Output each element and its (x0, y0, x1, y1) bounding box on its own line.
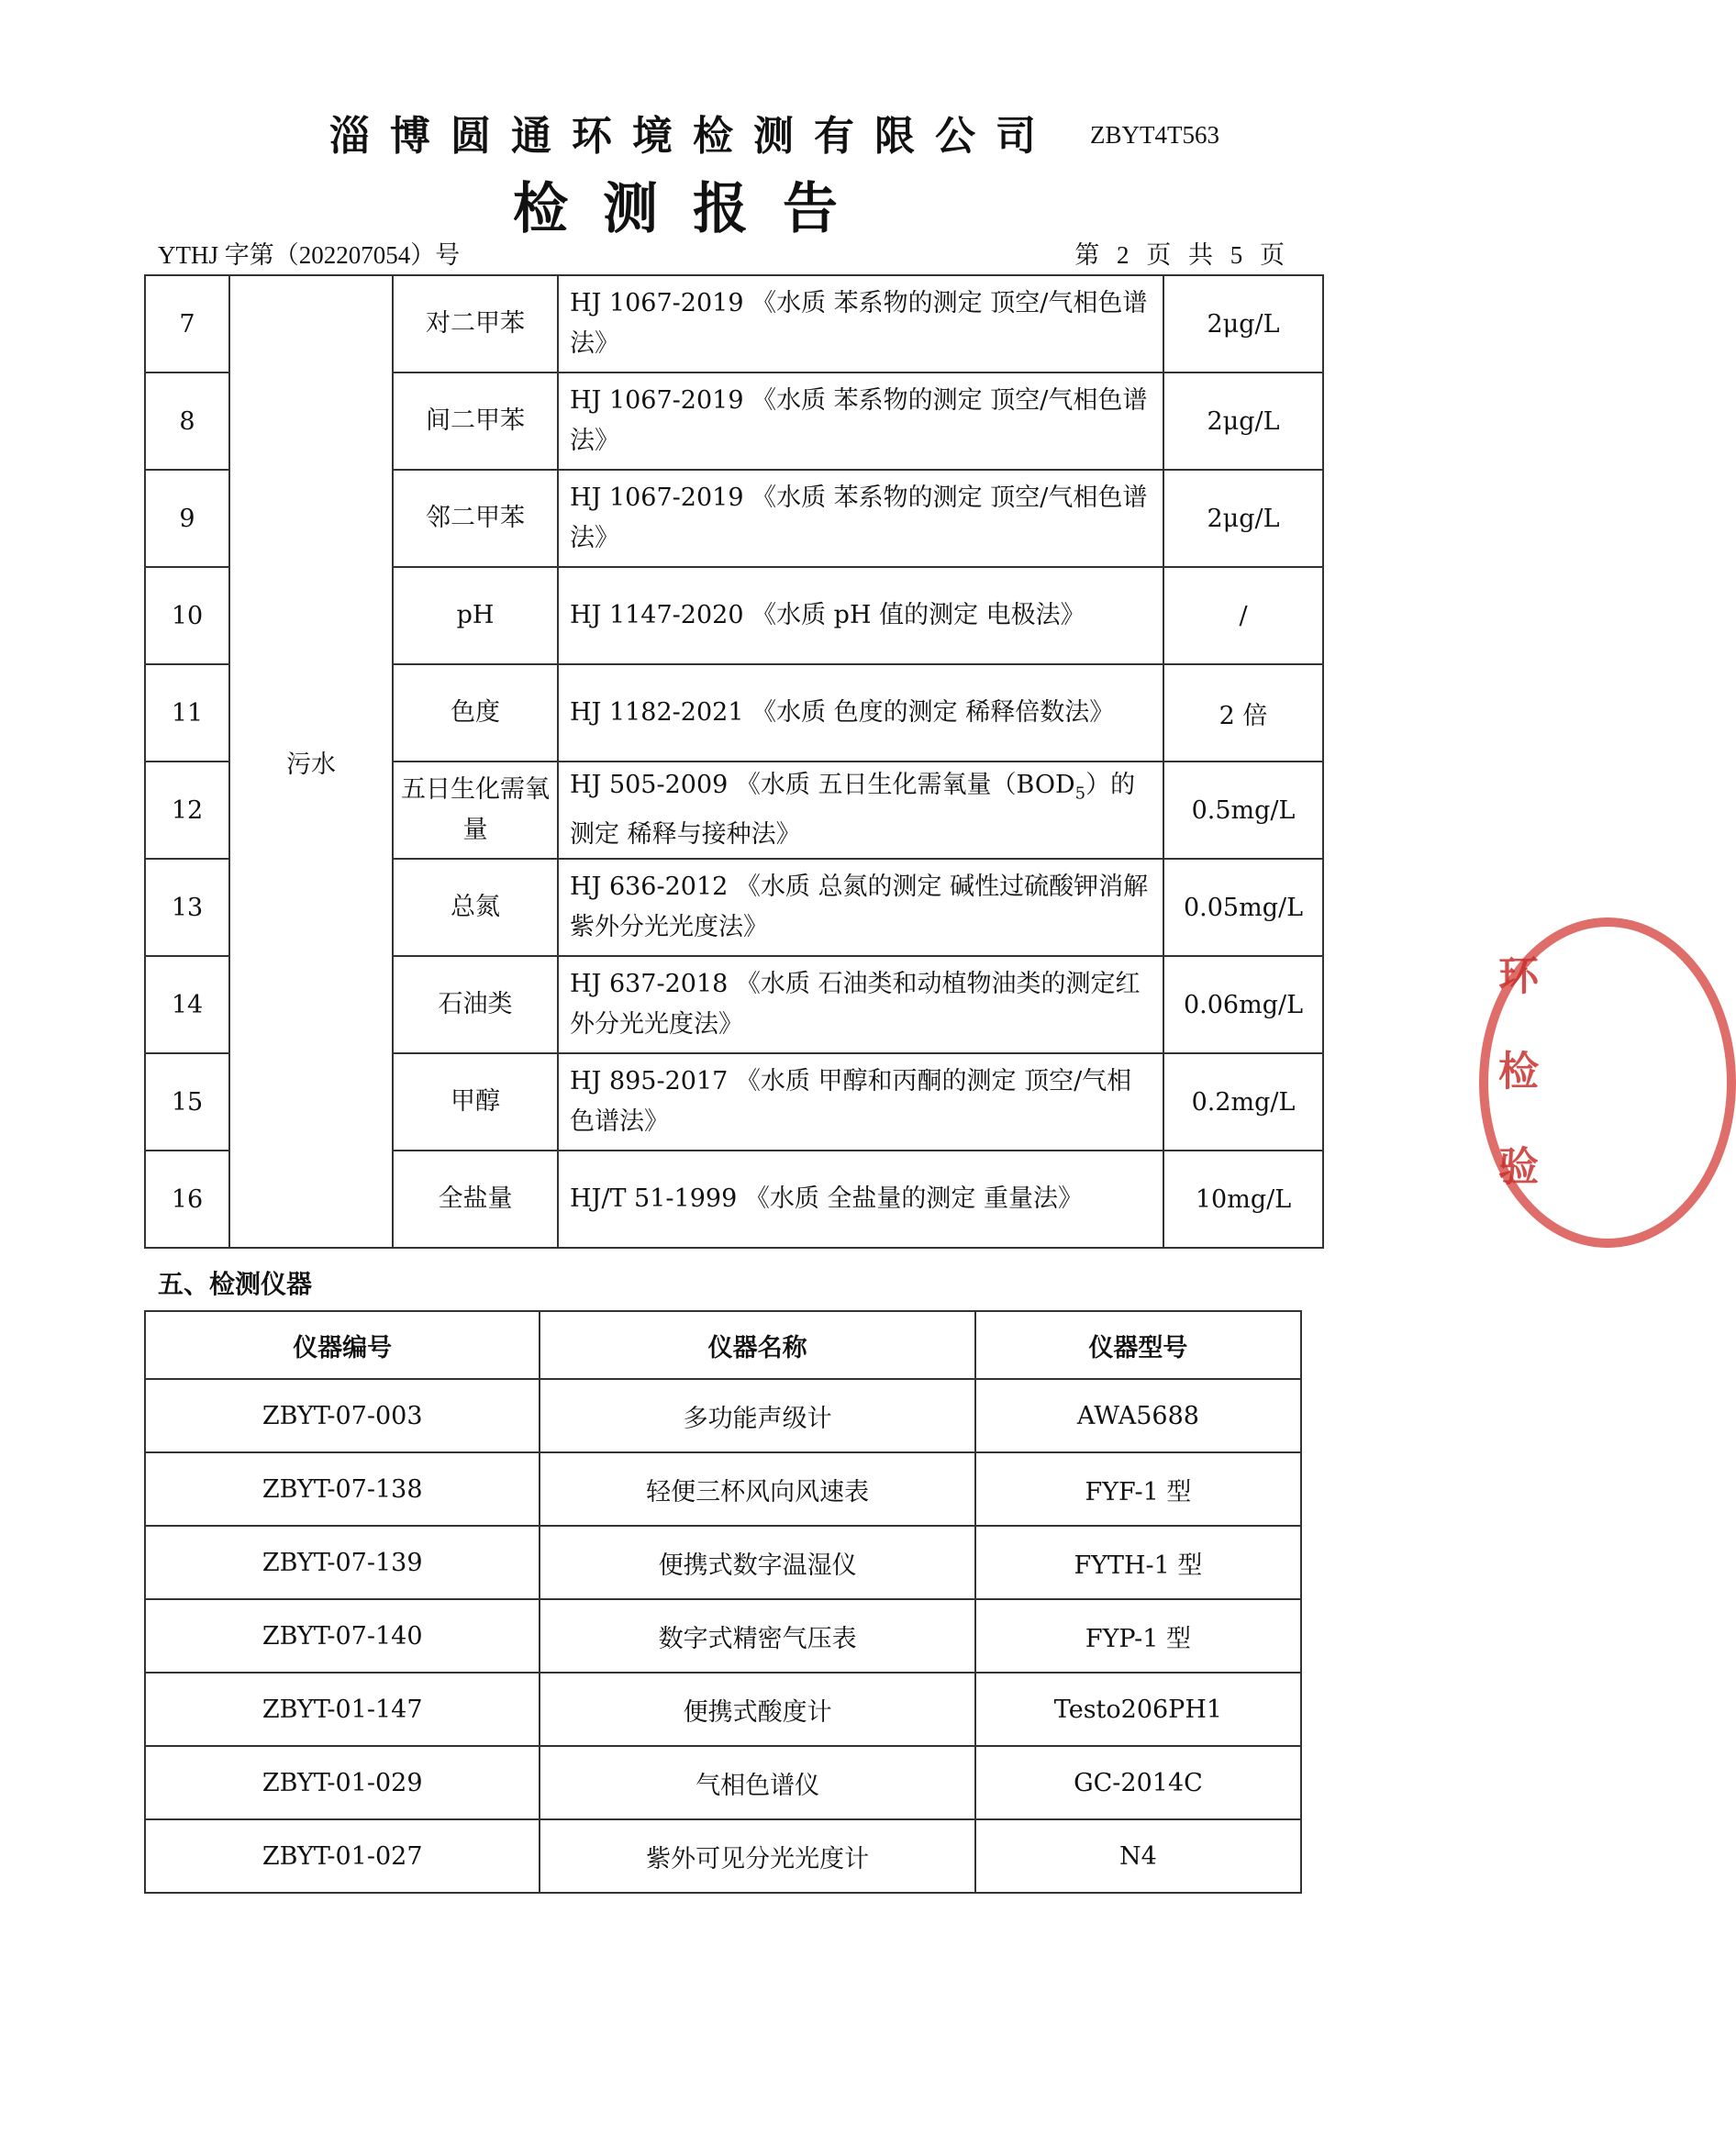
row-number: 11 (145, 664, 229, 762)
instrument-model: AWA5688 (975, 1379, 1301, 1452)
instrument-id: ZBYT-01-027 (145, 1819, 540, 1893)
detection-limit: 2μg/L (1163, 275, 1323, 372)
instrument-model: FYTH-1 型 (975, 1526, 1301, 1599)
test-method: HJ 1067-2019 《水质 苯系物的测定 顶空/气相色谱法》 (558, 372, 1163, 470)
test-method (558, 762, 1163, 859)
instrument-id: ZBYT-01-147 (145, 1673, 540, 1746)
instrument-row (145, 1379, 1301, 1452)
report-title: 检测报告 (513, 177, 873, 241)
instrument-row (145, 1526, 1301, 1599)
sample-type: 污水 (229, 275, 393, 1248)
test-item: 对二甲苯 (393, 275, 558, 372)
test-item: 间二甲苯 (393, 372, 558, 470)
test-method-part: ）的测定 稀释与接种法》 (570, 771, 1136, 849)
method-row (145, 275, 1323, 372)
row-number: 16 (145, 1151, 229, 1248)
instruments-table (144, 1310, 1302, 1894)
instrument-model: N4 (975, 1819, 1301, 1893)
row-number: 8 (145, 372, 229, 470)
row-number: 9 (145, 470, 229, 567)
header-instrument-id: 仪器编号 (145, 1311, 540, 1379)
official-seal-text: 环检验 (1491, 954, 1538, 1240)
instrument-model: GC-2014C (975, 1746, 1301, 1819)
instruments-section-title: 五、检测仪器 (158, 1269, 313, 1299)
instrument-row (145, 1819, 1301, 1893)
instrument-name: 数字式精密气压表 (540, 1599, 975, 1673)
header-instrument-model: 仪器型号 (975, 1311, 1301, 1379)
page-info: 第 2 页 共 5 页 (1074, 241, 1290, 269)
methods-table (144, 274, 1324, 1249)
instrument-name: 气相色谱仪 (540, 1746, 975, 1819)
detection-limit: 2 倍 (1163, 664, 1323, 762)
detection-limit: 2μg/L (1163, 470, 1323, 567)
test-method: HJ 1067-2019 《水质 苯系物的测定 顶空/气相色谱法》 (558, 275, 1163, 372)
detection-limit: 0.05mg/L (1163, 859, 1323, 956)
instrument-id: ZBYT-07-003 (145, 1379, 540, 1452)
instrument-row (145, 1673, 1301, 1746)
row-number: 12 (145, 762, 229, 859)
company-name: 淄博圆通环境检测有限公司 (329, 113, 1056, 160)
detection-limit: 0.5mg/L (1163, 762, 1323, 859)
detection-limit: 0.06mg/L (1163, 956, 1323, 1053)
test-method: HJ 895-2017 《水质 甲醇和丙酮的测定 顶空/气相色谱法》 (558, 1053, 1163, 1151)
instrument-name: 紫外可见分光光度计 (540, 1819, 975, 1893)
document-number: YTHJ 字第（202207054）号 (158, 241, 461, 269)
detection-limit: 10mg/L (1163, 1151, 1323, 1248)
instrument-id: ZBYT-07-139 (145, 1526, 540, 1599)
instrument-row (145, 1599, 1301, 1673)
test-method: HJ 636-2012 《水质 总氮的测定 碱性过硫酸钾消解紫外分光光度法》 (558, 859, 1163, 956)
test-method: HJ 1182-2021 《水质 色度的测定 稀释倍数法》 (558, 664, 1163, 762)
instrument-name: 轻便三杯风向风速表 (540, 1452, 975, 1526)
test-method: HJ 1147-2020 《水质 pH 值的测定 电极法》 (558, 567, 1163, 664)
instrument-id: ZBYT-07-140 (145, 1599, 540, 1673)
test-method: HJ 637-2018 《水质 石油类和动植物油类的测定红外分光光度法》 (558, 956, 1163, 1053)
detection-limit: 0.2mg/L (1163, 1053, 1323, 1151)
detection-limit: / (1163, 567, 1323, 664)
test-method-part: HJ 505-2009 《水质 五日生化需氧量（BOD (570, 771, 1075, 800)
instrument-row (145, 1452, 1301, 1526)
row-number: 13 (145, 859, 229, 956)
test-item: 石油类 (393, 956, 558, 1053)
test-item: pH (393, 567, 558, 664)
report-code: ZBYT4T563 (1090, 121, 1219, 149)
instrument-id: ZBYT-01-029 (145, 1746, 540, 1819)
test-method: HJ/T 51-1999 《水质 全盐量的测定 重量法》 (558, 1151, 1163, 1248)
instrument-name: 多功能声级计 (540, 1379, 975, 1452)
test-item: 甲醇 (393, 1053, 558, 1151)
test-item: 全盐量 (393, 1151, 558, 1248)
test-item: 邻二甲苯 (393, 470, 558, 567)
instrument-row (145, 1746, 1301, 1819)
instrument-model: FYP-1 型 (975, 1599, 1301, 1673)
test-item: 五日生化需氧量 (393, 762, 558, 859)
instruments-header-row (145, 1311, 1301, 1379)
test-method-subscript: 5 (1074, 784, 1086, 804)
instrument-id: ZBYT-07-138 (145, 1452, 540, 1526)
test-item: 总氮 (393, 859, 558, 956)
instrument-model: FYF-1 型 (975, 1452, 1301, 1526)
instrument-model: Testo206PH1 (975, 1673, 1301, 1746)
instrument-name: 便携式酸度计 (540, 1673, 975, 1746)
test-item: 色度 (393, 664, 558, 762)
row-number: 15 (145, 1053, 229, 1151)
row-number: 7 (145, 275, 229, 372)
row-number: 14 (145, 956, 229, 1053)
row-number: 10 (145, 567, 229, 664)
instrument-name: 便携式数字温湿仪 (540, 1526, 975, 1599)
test-method: HJ 1067-2019 《水质 苯系物的测定 顶空/气相色谱法》 (558, 470, 1163, 567)
header-instrument-name: 仪器名称 (540, 1311, 975, 1379)
detection-limit: 2μg/L (1163, 372, 1323, 470)
